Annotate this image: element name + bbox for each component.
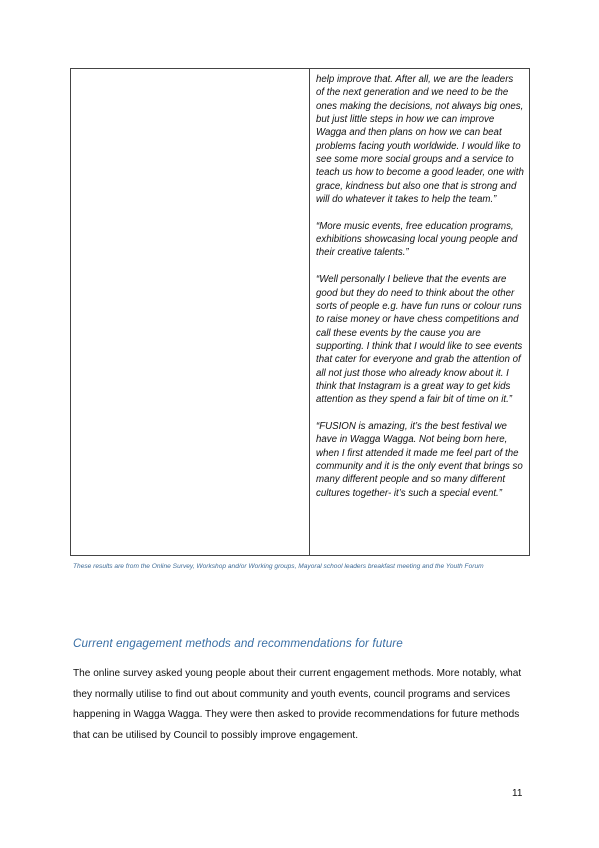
quote-text: “FUSION is amazing, it’s the best festival we have in Wagga Wagga. Not being born here, when I first attended it made me feel part of the community and it is the only event that brings so many different people and so many different cultures together- it’s such a special event.”	[316, 420, 523, 499]
quotes-table	[70, 68, 530, 556]
section-heading: Current engagement methods and recommendations for future	[73, 636, 403, 650]
section-body: The online survey asked young people about their current engagement methods. More notably, what they normally utilise to find out about community and youth events, council programs and services happening in Wagga Wagga. They were then asked to provide recommendations for future methods that can be utilised by Council to possibly improve engagement.	[73, 668, 522, 741]
quote-text: help improve that. After all, we are the leaders of the next generation and we need to be the ones making the decisions, not always big ones, but just little steps in how we can improve Wagga and then plans on how we can beat problems facing youth worldwide. I would like to see some more social groups and a service to teach us how to become a good leader, one with grace, kindness but also one that is strong and will do whatever it takes to help the team.”	[316, 74, 524, 206]
quotes-column	[316, 73, 524, 513]
quote-text: “More music events, free education programs, exhibitions showcasing local young people and their creative talents.”	[316, 220, 518, 259]
table-column-divider	[309, 69, 310, 555]
quote-text: “Well personally I believe that the events are good but they do need to think about the other sorts of people e.g. have fun runs or colour runs to raise money or have chess competitions and call these events by the cause you are supporting. I think that I would like to see events that cater for everyone and grab the attention of all not just those who already know about it. I think that Instagram is a great way to get kids attention as they spend a fair bit of time on it.”	[316, 274, 523, 406]
page-number: 11	[512, 788, 523, 799]
table-caption: These results are from the Online Survey, Workshop and/or Working groups, Mayoral school leaders breakfast meeting and the Youth Forum	[73, 563, 484, 570]
